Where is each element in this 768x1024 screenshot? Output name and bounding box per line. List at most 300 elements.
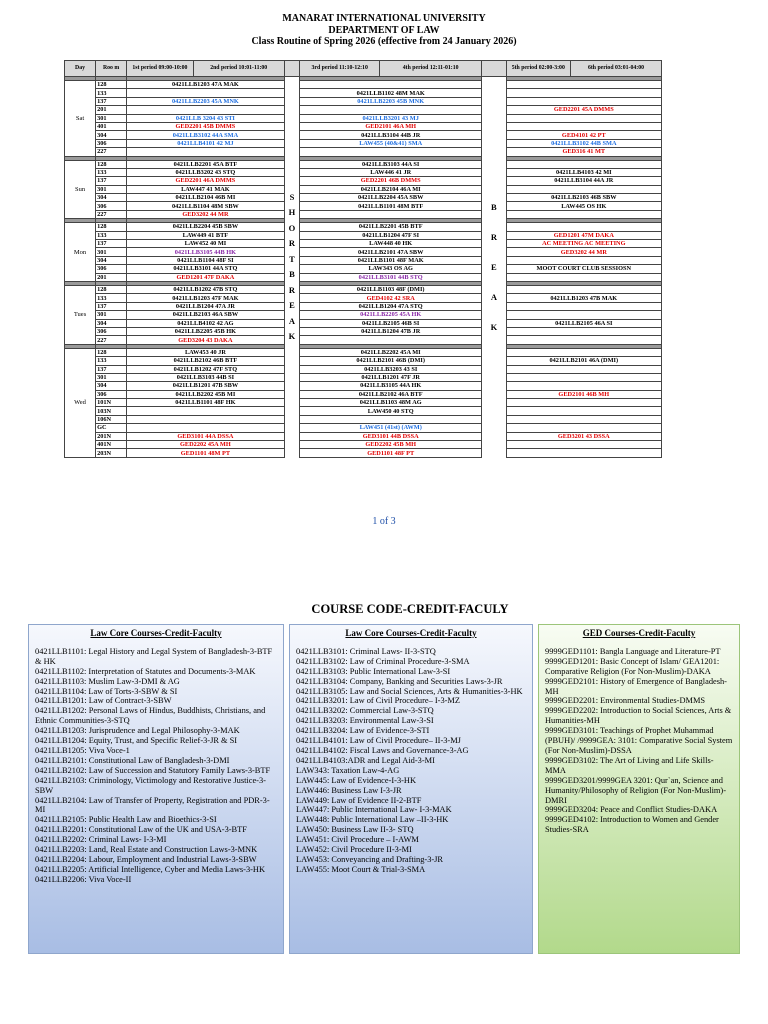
room-cell: 103N [96, 407, 127, 415]
table-row [65, 202, 662, 210]
morning-class-cell: 0421LLB1201 47B SBW [127, 382, 285, 390]
course-item: 9999GED1101: Bangla Language and Literature-PT [545, 646, 721, 656]
short-break-letter: A [288, 315, 296, 326]
midday-class-cell: 0421LLB2201 45B BTF [300, 223, 482, 231]
table-row [65, 365, 662, 373]
afternoon-class-cell [506, 160, 661, 168]
room-cell: 137 [96, 240, 127, 248]
afternoon-class-cell [506, 399, 661, 407]
col-period-1: 1st period 09:00-10:00 [127, 61, 194, 77]
afternoon-class-cell [506, 348, 661, 356]
afternoon-class-cell [506, 382, 661, 390]
morning-class-cell: 0421LLB1203 47A MAK [127, 81, 285, 89]
room-cell: 101N [96, 399, 127, 407]
morning-class-cell: 0421LLB3103 44B SI [127, 373, 285, 381]
course-item: 0421LLB2102: Law of Succession and Statutory Family Laws-3-BTF [35, 765, 271, 775]
course-item: 0421LLB2206: Viva Voce-II [35, 874, 132, 884]
morning-class-cell: LAW447 41 MAK [127, 185, 285, 193]
morning-class-cell: GED2201 46A DMMS [127, 177, 285, 185]
morning-class-cell [127, 424, 285, 432]
room-cell: 304 [96, 194, 127, 202]
table-row [65, 185, 662, 193]
morning-class-cell: 0421LLB2202 45B MI [127, 390, 285, 398]
room-cell: 128 [96, 81, 127, 89]
room-cell: 128 [96, 285, 127, 293]
midday-class-cell: 0421LLB2102 46A BTF [300, 390, 482, 398]
col-room: Roo m [96, 61, 127, 77]
room-cell: 304 [96, 131, 127, 139]
afternoon-class-cell [506, 365, 661, 373]
room-cell: 128 [96, 348, 127, 356]
box-title: Law Core Courses-Credit-Faculty [90, 628, 222, 638]
short-break-column [284, 77, 300, 458]
midday-class-cell: 0421LLB2101 46B (DMI) [300, 357, 482, 365]
course-item: LAW450: Business Law II-3- STQ [296, 825, 414, 835]
course-item: 0421LLB3104: Company, Banking and Securities Laws-3-JR [296, 676, 503, 686]
course-item: 0421LLB1205: Viva Voce-1 [35, 745, 130, 755]
class-routine-table [64, 60, 662, 458]
afternoon-class-cell [506, 273, 661, 281]
room-cell: 203N [96, 449, 127, 457]
afternoon-class-cell: GED2201 45A DMMS [506, 106, 661, 114]
morning-class-cell [127, 106, 285, 114]
table-row [65, 348, 662, 356]
midday-class-cell [300, 106, 482, 114]
table-row [65, 97, 662, 105]
morning-class-cell: GED3202 44 MR [127, 210, 285, 218]
day-label: Mon [65, 223, 96, 282]
table-row [65, 210, 662, 218]
midday-class-cell: GED2101 46A MH [300, 122, 482, 130]
afternoon-class-cell [506, 89, 661, 97]
afternoon-class-cell [506, 122, 661, 130]
midday-class-cell: 0421LLB2104 46A MI [300, 185, 482, 193]
room-cell: 128 [96, 160, 127, 168]
midday-class-cell [300, 336, 482, 344]
table-row [65, 248, 662, 256]
midday-class-cell: 0421LLB3203 43 SI [300, 365, 482, 373]
table-row [65, 256, 662, 264]
morning-class-cell: 0421LLB1104 48M SBW [127, 202, 285, 210]
room-cell: 133 [96, 89, 127, 97]
morning-class-cell: 0421LLB1204 47A JR [127, 302, 285, 310]
course-item: LAW451: Civil Procedure – I-AWM [296, 835, 419, 845]
table-row [65, 265, 662, 273]
course-item: 0421LLB1102: Interpretation of Statutes and Documents-3-MAK [35, 666, 256, 676]
room-cell: 133 [96, 357, 127, 365]
midday-class-cell: 0421LLB1102 48M MAK [300, 89, 482, 97]
course-item: 9999GED2202: Introduction to Social Sciences, Arts & Humanities-MH [545, 706, 732, 726]
table-row [65, 131, 662, 139]
morning-class-cell [127, 89, 285, 97]
morning-class-cell: 0421LLB4102 42 AG [127, 319, 285, 327]
course-item: 0421LLB3103: Public International Law-3-SI [296, 666, 451, 676]
morning-class-cell: LAW452 40 MI [127, 240, 285, 248]
morning-class-cell: GED3101 44A DSSA [127, 432, 285, 440]
course-item: 0421LLB3203: Environmental Law-3-SI [296, 716, 434, 726]
midday-class-cell: 0421LLB1101 48M BTF [300, 202, 482, 210]
day-label: Sat [65, 81, 96, 157]
course-item: 0421LLB1204: Equity, Trust, and Specific Relief-3-JR & SI [35, 736, 238, 746]
day-label: Tues [65, 285, 96, 344]
room-cell: 304 [96, 382, 127, 390]
midday-class-cell: 0421LLB2205 45A HK [300, 311, 482, 319]
table-row [65, 382, 662, 390]
room-cell: 137 [96, 365, 127, 373]
room-cell: 133 [96, 294, 127, 302]
course-item: 0421LLB3204: Law of Evidence-3-STI [296, 726, 430, 736]
table-row [65, 285, 662, 293]
morning-class-cell: 0421LLB2203 45A MNK [127, 97, 285, 105]
midday-class-cell: LAW343 OS AG [300, 265, 482, 273]
table-row [65, 81, 662, 89]
course-item: 0421LLB1202: Personal Laws of Hindus, Buddhists, Christians, and Ethnic Communities-3-STQ [35, 706, 266, 726]
table-row [65, 139, 662, 147]
room-cell: 106N [96, 415, 127, 423]
midday-class-cell [300, 210, 482, 218]
table-row [65, 390, 662, 398]
break-letter: E [491, 262, 497, 273]
afternoon-class-cell: 0421LLB2105 46A SI [506, 319, 661, 327]
afternoon-class-cell: MOOT COURT CLUB SESSIOSN [506, 265, 661, 273]
morning-class-cell: 0421LLB3102 44A SMA [127, 131, 285, 139]
box-title: Law Core Courses-Credit-Faculty [345, 628, 477, 638]
afternoon-class-cell: AC MEETING AC MEETING [506, 240, 661, 248]
short-break-letter: H [288, 207, 296, 218]
midday-class-cell: 0421LLB2101 47A SBW [300, 248, 482, 256]
room-cell: 301 [96, 311, 127, 319]
midday-class-cell: LAW455 (40&41) SMA [300, 139, 482, 147]
afternoon-class-cell [506, 415, 661, 423]
col-period-6: 6th period 03:01-04:00 [570, 61, 661, 77]
course-item: LAW448: Public International Law –II-3-HK [296, 815, 449, 825]
room-cell: 306 [96, 390, 127, 398]
course-item: LAW452: Civil Procedure II-3-MI [296, 845, 412, 855]
short-break-letter: E [289, 300, 295, 311]
afternoon-class-cell [506, 210, 661, 218]
course-item: 0421LLB2101: Constitutional Law of Bangladesh-3-DMI [35, 755, 230, 765]
table-row [65, 89, 662, 97]
room-cell: 227 [96, 336, 127, 344]
ged-courses-box [538, 624, 740, 954]
afternoon-class-cell: GED3202 44 MR [506, 248, 661, 256]
col-day: Day [65, 61, 96, 77]
table-row [65, 114, 662, 122]
morning-class-cell: 0421LLB3202 43 STQ [127, 168, 285, 176]
midday-class-cell: 0421LLB1204 47A STQ [300, 302, 482, 310]
morning-class-cell: 0421LLB4101 42 MJ [127, 139, 285, 147]
course-item: 0421LLB2205: Artificial Intelligence, Cyber and Media Laws-3-HK [35, 864, 266, 874]
table-row [65, 302, 662, 310]
course-item: 0421LLB1101: Legal History and Legal System of Bangladesh-3-BTF & HK [35, 646, 273, 666]
afternoon-class-cell [506, 441, 661, 449]
room-cell: 401 [96, 122, 127, 130]
course-item: 0421LLB3105: Law and Social Sciences, Arts & Humanities-3-HK [296, 686, 523, 696]
afternoon-class-cell [506, 373, 661, 381]
morning-class-cell: 0421LLB 3204 43 STI [127, 114, 285, 122]
col-period-2: 2nd period 10:01-11:00 [193, 61, 284, 77]
morning-class-cell: 0421LLB1202 47F STQ [127, 365, 285, 373]
course-item: 0421LLB2104: Law of Transfer of Property, Registration and PDR-3-MI [35, 795, 270, 815]
course-item: LAW447: Public International Law- I-3-MAK [296, 805, 452, 815]
afternoon-class-cell [506, 97, 661, 105]
morning-class-cell: 0421LLB1104 48F SI [127, 256, 285, 264]
morning-class-cell: 0421LLB3101 44A STQ [127, 265, 285, 273]
course-item: LAW446: Business Law I-3-JR [296, 785, 402, 795]
short-break-letter: K [288, 331, 296, 342]
course-item: 9999GED2101: History of Emergence of Bangladesh-MH [545, 676, 727, 696]
room-cell: 401N [96, 441, 127, 449]
course-item: 0421LLB3101: Criminal Laws- II-3-STQ [296, 646, 436, 656]
table-row [65, 148, 662, 156]
course-item: 9999GED4102: Introduction to Women and Gender Studies-SRA [545, 815, 719, 835]
room-cell: 304 [96, 319, 127, 327]
afternoon-class-cell [506, 223, 661, 231]
morning-class-cell: 0421LLB3105 44B HK [127, 248, 285, 256]
course-item: 0421LLB2103: Criminology, Victimology and Restorative Justice-3-SBW [35, 775, 266, 795]
room-cell: 137 [96, 302, 127, 310]
midday-class-cell: GED2201 46B DMMS [300, 177, 482, 185]
room-cell: 306 [96, 202, 127, 210]
afternoon-class-cell [506, 114, 661, 122]
midday-class-cell: 0421LLB1101 48F MAK [300, 256, 482, 264]
short-break-letter: S [289, 191, 295, 202]
table-row [65, 327, 662, 335]
course-item: LAW455: Moot Court & Trial-3-SMA [296, 864, 426, 874]
room-cell: 227 [96, 148, 127, 156]
course-item: 0421LLB1103: Muslim Law-3-DMI & AG [35, 676, 180, 686]
day-label: Sun [65, 160, 96, 219]
room-cell: 137 [96, 97, 127, 105]
course-item: LAW449: Law of Evidence II-2-BTF [296, 795, 422, 805]
table-row [65, 424, 662, 432]
midday-class-cell: 0421LLB1204 47F SI [300, 231, 482, 239]
course-item: 9999GED3101: Teachings of Prophet Muhammad (PBUH)/ /9999GEA: 3101: Comparative Social System (For Non-Muslim)-DSSA [545, 726, 733, 755]
course-item: LAW343: Taxation Law-4-AG [296, 765, 400, 775]
table-row [65, 319, 662, 327]
room-cell: 201N [96, 432, 127, 440]
morning-class-cell [127, 407, 285, 415]
break-letter: A [490, 292, 497, 303]
room-cell: 306 [96, 139, 127, 147]
morning-class-cell: 0421LLB2205 45B HK [127, 327, 285, 335]
afternoon-class-cell: 0421LLB4103 42 MI [506, 168, 661, 176]
law-core-box-2 [289, 624, 533, 954]
page-indicator: 1 of 3 [372, 516, 396, 527]
department-name: DEPARTMENT OF LAW [328, 24, 440, 36]
morning-class-cell: 0421LLB2201 45A BTF [127, 160, 285, 168]
course-item: 0421LLB1203: Jurisprudence and Legal Philosophy-3-MAK [35, 726, 240, 736]
room-cell: 301 [96, 185, 127, 193]
afternoon-class-cell: GED1201 47M DAKA [506, 231, 661, 239]
morning-class-cell: 0421LLB2102 46B BTF [127, 357, 285, 365]
afternoon-class-cell [506, 449, 661, 457]
afternoon-class-cell [506, 81, 661, 89]
midday-class-cell: 0421LLB2203 45B MNK [300, 97, 482, 105]
morning-class-cell: GED1101 48M PT [127, 449, 285, 457]
midday-class-cell: 0421LLB3103 44A SI [300, 160, 482, 168]
midday-class-cell: 0421LLB2105 46B SI [300, 319, 482, 327]
short-break-letter: R [288, 238, 296, 249]
midday-class-cell: GED2202 45B MH [300, 441, 482, 449]
course-item: 0421LLB2201: Constitutional Law of the UK and USA-3-BTF [35, 825, 247, 835]
col-period-5: 5th period 02:00-3:00 [506, 61, 570, 77]
room-cell: 301 [96, 114, 127, 122]
room-cell: 304 [96, 256, 127, 264]
afternoon-class-cell [506, 424, 661, 432]
midday-class-cell: 0421LLB3105 44A HK [300, 382, 482, 390]
table-row [65, 415, 662, 423]
course-item: 0421LLB1201: Law of Contract-3-SBW [35, 696, 172, 706]
afternoon-class-cell [506, 185, 661, 193]
table-row [65, 336, 662, 344]
box-title: GED Courses-Credit-Faculty [582, 628, 696, 638]
afternoon-class-cell [506, 336, 661, 344]
col-short-break [284, 61, 300, 77]
table-row [65, 223, 662, 231]
room-cell: GC [96, 424, 127, 432]
afternoon-class-cell [506, 302, 661, 310]
midday-class-cell: LAW446 41 JR [300, 168, 482, 176]
course-item: 0421LLB3202: Commercial Law-3-STQ [296, 706, 434, 716]
break-column [482, 77, 506, 458]
midday-class-cell: 0421LLB1103 48F (DMI) [300, 285, 482, 293]
midday-class-cell: 0421LLB2204 45A SBW [300, 194, 482, 202]
room-cell: 306 [96, 327, 127, 335]
room-cell: 133 [96, 168, 127, 176]
course-item: 9999GED3102: The Art of Living and Life Skills-MMA [545, 755, 714, 775]
morning-class-cell: GED2202 45A MH [127, 441, 285, 449]
day-label: Wed [65, 348, 96, 457]
table-row [65, 194, 662, 202]
room-cell: 128 [96, 223, 127, 231]
course-item: 0421LLB2105: Public Health Law and Bioethics-3-SI [35, 815, 217, 825]
table-row [65, 373, 662, 381]
break-letter: B [491, 202, 497, 213]
morning-class-cell: 0421LLB1202 47B STQ [127, 285, 285, 293]
morning-class-cell [127, 148, 285, 156]
afternoon-class-cell: 0421LLB1203 47B MAK [506, 294, 661, 302]
table-row [65, 449, 662, 457]
break-letter: K [490, 322, 498, 333]
table-row [65, 122, 662, 130]
course-item: 0421LLB4101: Law of Civil Procedure– II-3-MJ [296, 736, 461, 746]
midday-class-cell: 0421LLB1204 47B JR [300, 327, 482, 335]
table-row [65, 399, 662, 407]
table-row [65, 240, 662, 248]
course-item: 9999GED2201: Environmental Studies-DMMS [545, 696, 706, 706]
short-break-letter: R [288, 284, 296, 295]
midday-class-cell: LAW448 40 HK [300, 240, 482, 248]
col-period-4: 4th period 12:11-01:10 [380, 61, 482, 77]
midday-class-cell: 0421LLB3104 44B JR [300, 131, 482, 139]
room-cell: 201 [96, 273, 127, 281]
midday-class-cell: GED1101 48F PT [300, 449, 482, 457]
afternoon-class-cell [506, 327, 661, 335]
course-item: 9999GED1201: Basic Concept of Islam/ GEA1201: Comparative Religion (For Non-Muslim)-DAKA [545, 656, 720, 676]
afternoon-class-cell [506, 256, 661, 264]
midday-class-cell [300, 415, 482, 423]
room-cell: 306 [96, 265, 127, 273]
afternoon-class-cell: LAW445 OS HK [506, 202, 661, 210]
course-item: 0421LLB4102: Fiscal Laws and Governance-3-AG [296, 745, 469, 755]
midday-class-cell [300, 81, 482, 89]
course-item: LAW453: Conveyancing and Drafting-3-JR [296, 854, 444, 864]
table-row [65, 407, 662, 415]
midday-class-cell: GED3101 44B DSSA [300, 432, 482, 440]
room-cell: 301 [96, 248, 127, 256]
course-item: 9999GED3201/9999GEA 3201: Qur`an, Science and Humanity/Philosophy of Religion (For Non-Muslim)-DMRI [545, 775, 726, 805]
table-row [65, 273, 662, 281]
afternoon-class-cell: GED3201 43 DSSA [506, 432, 661, 440]
table-row [65, 231, 662, 239]
midday-class-cell: 0421LLB1103 48M AG [300, 399, 482, 407]
course-item: 9999GED3204: Peace and Conflict Studies-DAKA [545, 805, 718, 815]
morning-class-cell: 0421LLB2103 46A SBW [127, 311, 285, 319]
room-cell: 201 [96, 106, 127, 114]
morning-class-cell: GED3204 43 DAKA [127, 336, 285, 344]
afternoon-class-cell [506, 285, 661, 293]
room-cell: 227 [96, 210, 127, 218]
course-item: 0421LLB3201: Law of Civil Procedure– I-3-MZ [296, 696, 460, 706]
midday-class-cell: 0421LLB2202 45A MI [300, 348, 482, 356]
room-cell: 133 [96, 231, 127, 239]
table-row [65, 311, 662, 319]
table-row [65, 294, 662, 302]
afternoon-class-cell: GED316 41 MT [506, 148, 661, 156]
midday-class-cell: 0421LLB3201 43 MJ [300, 114, 482, 122]
short-break-letter: O [288, 222, 296, 233]
morning-class-cell: 0421LLB1203 47F MAK [127, 294, 285, 302]
afternoon-class-cell [506, 311, 661, 319]
course-item: LAW445: Law of Evidence-I-3-HK [296, 775, 417, 785]
table-row [65, 160, 662, 168]
routine-header [0, 0, 768, 48]
afternoon-class-cell: 0421LLB3102 44B SMA [506, 139, 661, 147]
routine-title: Class Routine of Spring 2026 (effective from 24 January 2026) [251, 36, 517, 47]
morning-class-cell: 0421LLB2104 46B MI [127, 194, 285, 202]
col-break [482, 61, 506, 77]
midday-class-cell: 0421LLB3101 44B STQ [300, 273, 482, 281]
afternoon-class-cell: 0421LLB2101 46A (DMI) [506, 357, 661, 365]
morning-class-cell: GED1201 47F DAKA [127, 273, 285, 281]
room-cell: 301 [96, 373, 127, 381]
afternoon-class-cell: 0421LLB2103 46B SBW [506, 194, 661, 202]
course-item: 0421LLB2203: Land, Real Estate and Construction Laws-3-MNK [35, 845, 258, 855]
afternoon-class-cell: 0421LLB3104 44A JR [506, 177, 661, 185]
table-row [65, 106, 662, 114]
section-title: COURSE CODE-CREDIT-FACULY [311, 602, 509, 616]
table-row [65, 168, 662, 176]
morning-class-cell: LAW449 41 BTF [127, 231, 285, 239]
short-break-letter: T [289, 253, 295, 264]
course-item: 0421LLB3102: Law of Criminal Procedure-3-SMA [296, 656, 470, 666]
morning-class-cell: 0421LLB1101 48F HK [127, 399, 285, 407]
col-period-3: 3rd period 11:10-12:10 [300, 61, 380, 77]
break-letter: R [490, 232, 497, 243]
midday-class-cell: 0421LLB1201 47F JR [300, 373, 482, 381]
afternoon-class-cell [506, 407, 661, 415]
university-name: MANARAT INTERNATIONAL UNIVERSITY [282, 13, 486, 24]
table-row [65, 357, 662, 365]
morning-class-cell [127, 415, 285, 423]
morning-class-cell: 0421LLB2204 45B SBW [127, 223, 285, 231]
midday-class-cell: LAW450 40 STQ [300, 407, 482, 415]
table-row [65, 432, 662, 440]
afternoon-class-cell: GED4101 42 PT [506, 131, 661, 139]
table-header-row [65, 61, 662, 77]
course-item: 0421LLB2202: Criminal Laws- I-3-MI [35, 835, 167, 845]
